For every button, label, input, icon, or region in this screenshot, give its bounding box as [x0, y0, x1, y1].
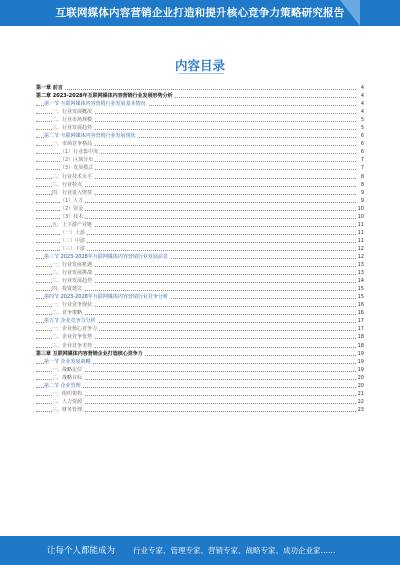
report-header — [0, 0, 400, 28]
toc-entry-title: 三、行业特点 — [52, 181, 83, 188]
toc-entry[interactable] — [36, 84, 364, 92]
toc-entry[interactable] — [36, 116, 364, 124]
toc-entry-title: （三）下游 — [60, 245, 86, 252]
toc-entry-page: 11 — [357, 237, 364, 244]
toc-entry[interactable] — [36, 108, 364, 116]
toc-entry-page: 4 — [356, 84, 364, 92]
toc-entry-title: 第一节 互联网媒体内容营销行业发展基本情况 — [44, 101, 146, 108]
toc-entry-page: 15 — [357, 294, 364, 301]
toc-entry[interactable] — [36, 229, 364, 237]
toc-entry-page: 6 — [356, 140, 364, 148]
toc-entry[interactable] — [36, 245, 364, 253]
toc-entry-title: 一、战略定位 — [52, 366, 83, 373]
toc-entry-title: 第五节 企业竞争力分析 — [44, 318, 96, 325]
toc-entry-page: 19 — [357, 350, 364, 357]
toc-entry[interactable] — [36, 237, 364, 245]
toc-entry[interactable] — [36, 221, 364, 229]
toc-entry-title: 一、组织架构 — [52, 390, 83, 397]
toc-entry[interactable] — [36, 374, 364, 382]
toc-entry-title: （3）技术 — [60, 213, 84, 220]
toc-entry-page: 9 — [356, 189, 364, 197]
toc-entry[interactable] — [36, 390, 364, 398]
toc-entry[interactable] — [36, 301, 364, 309]
toc-entry-page: 12 — [357, 245, 364, 252]
toc-entry[interactable] — [36, 197, 364, 205]
toc-entry[interactable] — [36, 205, 364, 213]
toc-entry[interactable] — [36, 406, 364, 414]
toc-entry-title: 一、行业竞争现状 — [52, 302, 93, 309]
toc-entry-title: （二）中游 — [60, 237, 86, 244]
footer-tagline: 行业专家、管理专家、营销专家、战略专家、成功企业家…… — [133, 546, 336, 555]
toc-entry[interactable] — [36, 189, 364, 197]
toc-entry[interactable] — [36, 213, 364, 221]
toc-entry-title: 五、上下游产业链 — [52, 221, 93, 228]
toc-entry-title: 二、行业发展挑战 — [52, 270, 93, 277]
toc-entry-page: 10 — [357, 205, 364, 212]
toc-entry-page: 21 — [357, 390, 364, 397]
toc-entry[interactable] — [36, 277, 364, 285]
toc-entry-title: 第二节 互联网媒体内容营销行业发展现状 — [44, 133, 136, 140]
toc-entry-title: 二、竞争策略 — [52, 310, 83, 317]
toc-entry-title: 第二节 企业管理 — [44, 382, 81, 389]
toc-entry[interactable] — [36, 164, 364, 172]
toc-entry[interactable] — [36, 358, 364, 366]
toc-entry-title: 三、财务管理 — [52, 406, 83, 413]
toc-entry-title: 第一节 企业发展战略 — [44, 358, 91, 365]
toc-entry-page: 12 — [357, 253, 364, 260]
toc-entry[interactable] — [36, 366, 364, 374]
toc-entry-page: 4 — [356, 108, 364, 116]
toc-entry[interactable] — [36, 269, 364, 277]
toc-entry[interactable] — [36, 350, 364, 358]
toc-entry[interactable] — [36, 132, 364, 140]
toc-entry[interactable] — [36, 181, 364, 189]
toc-entry[interactable] — [36, 140, 364, 148]
toc-entry[interactable] — [36, 398, 364, 406]
toc-entry-page: 15 — [357, 286, 364, 293]
toc-entry-page: 20 — [357, 382, 364, 389]
toc-entry-title: 三、企业竞争劣势 — [52, 342, 93, 349]
toc-entry-page: 19 — [357, 358, 364, 365]
toc-entry[interactable] — [36, 253, 364, 261]
toc-entry-page: 23 — [357, 406, 364, 413]
toc-entry-page: 7 — [356, 156, 364, 164]
toc-entry-page: 13 — [357, 262, 364, 269]
toc-entry-title: 一、行业发展机遇 — [52, 262, 93, 269]
toc-entry-title: 第一章 前言 — [36, 85, 63, 91]
toc-entry[interactable] — [36, 100, 364, 108]
toc-entry[interactable] — [36, 285, 364, 293]
toc-entry-title: （一）上游 — [60, 229, 86, 236]
toc-entry-page: 11 — [357, 221, 364, 228]
toc-entry[interactable] — [36, 382, 364, 390]
toc-entry[interactable] — [36, 92, 364, 100]
toc-entry-page: 11 — [357, 229, 364, 236]
toc-entry[interactable] — [36, 309, 364, 317]
toc-entry-title: （2）资金 — [60, 205, 84, 212]
toc-entry-page: 10 — [357, 213, 364, 220]
toc-entry-title: 第二章 2023-2028年互联网媒体内容营销行业发展形势分析 — [36, 93, 173, 100]
toc-entry-title: 四、投资建议 — [52, 286, 83, 293]
toc-entry-title: 二、战略目标 — [52, 374, 83, 381]
toc-entry-title: 二、行业市场规模 — [52, 117, 93, 124]
toc-entry-page: 9 — [356, 197, 364, 205]
table-of-contents — [36, 84, 364, 414]
toc-entry-page: 14 — [357, 278, 364, 285]
toc-entry-page: 17 — [357, 326, 364, 333]
report-title: 互联网媒体内容营销企业打造和提升核心竞争力策略研究报告 — [55, 7, 345, 19]
toc-entry-title: 三、行业发展趋势 — [52, 278, 93, 285]
toc-entry-page: 16 — [357, 310, 364, 317]
toc-entry-title: （1）行业集中度 — [60, 149, 99, 156]
toc-title: 内容目录 — [174, 58, 225, 73]
toc-entry-page: 8 — [356, 181, 364, 189]
toc-entry[interactable] — [36, 342, 364, 350]
toc-entry-title: 第四节 2023-2028年互联网媒体内容营销行业竞争分析 — [44, 294, 168, 301]
toc-entry-page: 5 — [356, 124, 364, 132]
toc-leader-dots — [36, 387, 356, 388]
toc-entry-title: 一、行业发展概况 — [52, 109, 93, 116]
toc-entry-title: （3）发展模式 — [60, 165, 94, 172]
toc-entry-page: 13 — [357, 270, 364, 277]
toc-entry-title: （2）区域分布 — [60, 157, 94, 164]
toc-entry-page: 16 — [357, 302, 364, 309]
toc-entry[interactable] — [36, 173, 364, 181]
page-footer — [0, 536, 400, 565]
toc-entry[interactable] — [36, 124, 364, 132]
toc-entry-title: 三、行业发展趋势 — [52, 125, 93, 132]
toc-entry-page: 19 — [357, 366, 364, 373]
toc-leader-dots — [36, 89, 356, 90]
toc-entry-page: 5 — [356, 116, 364, 124]
toc-entry-page: 22 — [357, 398, 364, 405]
toc-entry-page: 20 — [357, 374, 364, 381]
toc-entry-title: 第三章 互联网媒体内容营销企业打造核心竞争力 — [36, 350, 143, 357]
toc-entry-page: 18 — [357, 342, 364, 349]
toc-entry-page: 6 — [356, 132, 364, 140]
toc-entry[interactable] — [36, 148, 364, 156]
toc-entry-page: 18 — [357, 334, 364, 341]
toc-entry-title: 一、市场竞争格局 — [52, 141, 93, 148]
toc-entry[interactable] — [36, 333, 364, 341]
toc-entry[interactable] — [36, 156, 364, 164]
toc-entry-page: 17 — [357, 318, 364, 325]
toc-title-underline — [178, 73, 224, 74]
toc-entry-title: 四、行业进入壁垒 — [52, 189, 93, 196]
toc-entry[interactable] — [36, 325, 364, 333]
toc-entry[interactable] — [36, 293, 364, 301]
toc-entry-page: 7 — [356, 164, 364, 172]
toc-entry[interactable] — [36, 261, 364, 269]
toc-entry-page: 8 — [356, 173, 364, 181]
toc-entry-title: 第三节 2023-2028年互联网媒体内容营销行业发展前景 — [44, 253, 168, 260]
toc-entry-title: 二、行业技术水平 — [52, 173, 93, 180]
toc-entry-title: 一、企业核心竞争力 — [52, 326, 98, 333]
toc-entry[interactable] — [36, 317, 364, 325]
toc-entry-page: 6 — [356, 148, 364, 156]
toc-entry-title: （1）人才 — [60, 197, 84, 204]
toc-entry-page: 4 — [356, 100, 364, 108]
toc-entry-title: 二、人力资源 — [52, 398, 83, 405]
toc-entry-page: 4 — [356, 92, 364, 100]
toc-entry-title: 二、企业竞争优势 — [52, 334, 93, 341]
footer-slogan: 让每个人都能成为 — [47, 546, 116, 556]
